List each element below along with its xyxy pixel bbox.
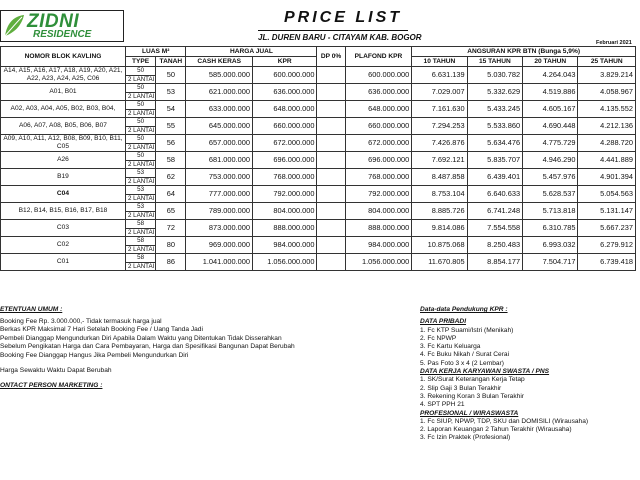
cell-15-tahun: 5.030.782 — [467, 67, 522, 84]
cell-kpr: 636.000.000 — [252, 84, 317, 101]
logo-brand: ZIDNI — [27, 11, 80, 32]
header-15-tahun: 15 TAHUN — [467, 57, 522, 67]
cell-lantai: 2 LANTAI — [125, 177, 155, 186]
ketentuan-item: Sebelum Pengikatan Harga dan Cara Pembayaran, Harga dan Spesifikasi Bangunan Dapat Berubah — [0, 343, 295, 350]
cell-dp — [317, 203, 345, 220]
cell-cash: 633.000.000 — [186, 101, 253, 118]
page-subtitle: JL. DUREN BARU - CITAYAM KAB. BOGOR — [258, 33, 422, 42]
pribadi-item: 5. Pas Foto 3 x 4 (2 Lembar) — [420, 359, 504, 367]
header-25-tahun: 25 TAHUN — [578, 57, 636, 67]
cell-dp — [317, 135, 345, 152]
cell-dp — [317, 84, 345, 101]
cell-type: 53 — [125, 186, 155, 195]
logo — [0, 10, 124, 42]
cell-type: 58 — [125, 237, 155, 246]
cell-kpr: 792.000.000 — [252, 186, 317, 203]
header-tanah: TANAH — [156, 57, 186, 67]
karyawan-heading: DATA KERJA KARYAWAN SWASTA / PNS — [420, 368, 550, 376]
cell-tanah: 53 — [156, 84, 186, 101]
karyawan-item: 3. Rekening Koran 3 Bulan Terakhir — [420, 392, 524, 400]
cell-plafond: 804.000.000 — [345, 203, 412, 220]
cell-20-tahun: 4.264.043 — [523, 67, 578, 84]
cell-tanah: 72 — [156, 220, 186, 237]
cell-kpr: 600.000.000 — [252, 67, 317, 84]
cell-tanah: 50 — [156, 67, 186, 84]
wiraswasta-item: 3. Fc Izin Praktek (Profesional) — [420, 434, 511, 442]
table-row — [1, 101, 636, 110]
cell-kpr: 888.000.000 — [252, 220, 317, 237]
table-row — [1, 118, 636, 127]
cell-cash: 873.000.000 — [186, 220, 253, 237]
cell-type: 58 — [125, 254, 155, 263]
header-angsuran: ANGSURAN KPR BTN (Bunga 5,9%) — [412, 47, 636, 57]
cell-dp — [317, 237, 345, 254]
karyawan-item: 2. Slip Gaji 3 Bulan Terakhir — [420, 384, 502, 392]
pribadi-item: 3. Fc Kartu Keluarga — [420, 343, 481, 351]
table-row — [1, 169, 636, 178]
cell-25-tahun: 4.058.967 — [578, 84, 636, 101]
karyawan-item: 4. SPT PPH 21 — [420, 401, 465, 409]
cell-15-tahun: 5.634.476 — [467, 135, 522, 152]
cell-blok: A01, B01 — [1, 84, 126, 101]
cell-type: 53 — [125, 203, 155, 212]
cell-15-tahun: 7.554.558 — [467, 220, 522, 237]
ketentuan-umum — [0, 306, 330, 390]
cell-lantai: 2 LANTAI — [125, 228, 155, 237]
table-row — [1, 203, 636, 212]
cell-10-tahun: 7.426.876 — [412, 135, 467, 152]
cell-plafond: 600.000.000 — [345, 67, 412, 84]
cell-20-tahun: 7.504.717 — [523, 254, 578, 271]
cell-25-tahun: 6.279.912 — [578, 237, 636, 254]
cell-10-tahun: 9.814.086 — [412, 220, 467, 237]
cell-type: 50 — [125, 84, 155, 93]
wiraswasta-item: 2. Laporan Keuangan 2 Tahun Terakhir (Wirausaha) — [420, 426, 572, 434]
cell-15-tahun: 5.533.860 — [467, 118, 522, 135]
cell-10-tahun: 7.029.007 — [412, 84, 467, 101]
cell-20-tahun: 5.628.537 — [523, 186, 578, 203]
cell-cash: 777.000.000 — [186, 186, 253, 203]
cell-tanah: 64 — [156, 186, 186, 203]
cell-plafond: 1.056.000.000 — [345, 254, 412, 271]
cell-type: 58 — [125, 220, 155, 229]
wiraswasta-item: 1. Fc SIUP, NPWP, TDP, SKU dan DOMISILI (Wirausaha) — [420, 417, 589, 425]
cell-kpr: 672.000.000 — [252, 135, 317, 152]
cell-cash: 621.000.000 — [186, 84, 253, 101]
cell-dp — [317, 186, 345, 203]
header-luas: LUAS M² — [125, 47, 185, 57]
logo-subtitle: RESIDENCE — [33, 29, 92, 40]
header-10-tahun: 10 TAHUN — [412, 57, 467, 67]
ketentuan-item: Booking Fee Rp. 3.000.000,- Tidak termasuk harga jual — [0, 317, 162, 325]
cell-tanah: 55 — [156, 118, 186, 135]
cell-20-tahun: 5.457.976 — [523, 169, 578, 186]
cell-blok: C02 — [1, 237, 126, 254]
cell-dp — [317, 169, 345, 186]
cell-blok: C03 — [1, 220, 126, 237]
header-kpr: KPR — [252, 57, 317, 67]
cell-20-tahun: 5.713.818 — [523, 203, 578, 220]
header-plafond: PLAFOND KPR — [345, 47, 412, 67]
header-blok: NOMOR BLOK KAVLING — [1, 47, 126, 67]
table-row — [1, 237, 636, 246]
cell-25-tahun: 5.054.563 — [578, 186, 636, 203]
cell-lantai: 2 LANTAI — [125, 75, 155, 84]
cell-20-tahun: 4.690.448 — [523, 118, 578, 135]
cell-cash: 753.000.000 — [186, 169, 253, 186]
cell-lantai: 2 LANTAI — [125, 245, 155, 254]
pribadi-item: 4. Fc Buku Nikah / Surat Cerai — [420, 351, 510, 359]
cell-20-tahun: 4.775.729 — [523, 135, 578, 152]
header-dp: DP 0% — [317, 47, 345, 67]
title-underline — [258, 30, 408, 31]
cell-20-tahun: 4.946.290 — [523, 152, 578, 169]
cell-20-tahun: 4.605.167 — [523, 101, 578, 118]
cell-kpr: 768.000.000 — [252, 169, 317, 186]
cell-type: 50 — [125, 152, 155, 161]
cell-plafond: 636.000.000 — [345, 84, 412, 101]
cell-10-tahun: 8.487.858 — [412, 169, 467, 186]
contact-heading: ONTACT PERSON MARKETING : — [0, 381, 103, 389]
cell-tanah: 65 — [156, 203, 186, 220]
cell-25-tahun: 5.667.237 — [578, 220, 636, 237]
page-title: PRICE LIST — [284, 9, 403, 26]
ketentuan-item: Pembeli Dianggap Mengundurkan Diri Apabila Dalam Waktu yang Ditentukan Tidak Disserahkan — [0, 334, 282, 342]
cell-10-tahun: 11.670.805 — [412, 254, 467, 271]
cell-25-tahun: 6.739.418 — [578, 254, 636, 271]
cell-15-tahun: 5.433.245 — [467, 101, 522, 118]
cell-cash: 1.041.000.000 — [186, 254, 253, 271]
cell-blok: A06, A07, A08, B05, B06, B07 — [1, 118, 126, 135]
cell-10-tahun: 10.875.068 — [412, 237, 467, 254]
cell-10-tahun: 7.692.121 — [412, 152, 467, 169]
ketentuan-item: Booking Fee Dianggap Hangus Jika Pembeli Mengundurkan Diri — [0, 351, 189, 359]
cell-lantai: 2 LANTAI — [125, 126, 155, 135]
price-table-body — [1, 67, 636, 271]
cell-plafond: 792.000.000 — [345, 186, 412, 203]
wiraswasta-heading: PROFESIONAL / WIRASWASTA — [420, 409, 519, 417]
cell-10-tahun: 8.885.726 — [412, 203, 467, 220]
cell-lantai: 2 LANTAI — [125, 160, 155, 169]
cell-type: 53 — [125, 169, 155, 178]
cell-blok: C01 — [1, 254, 126, 271]
data-pendukung-kpr — [420, 306, 638, 443]
cell-lantai: 2 LANTAI — [125, 262, 155, 271]
cell-plafond: 648.000.000 — [345, 101, 412, 118]
cell-kpr: 696.000.000 — [252, 152, 317, 169]
header-cash: CASH KERAS — [186, 57, 253, 67]
cell-20-tahun: 6.310.785 — [523, 220, 578, 237]
cell-25-tahun: 5.131.147 — [578, 203, 636, 220]
cell-type: 50 — [125, 101, 155, 110]
cell-tanah: 80 — [156, 237, 186, 254]
cell-tanah: 58 — [156, 152, 186, 169]
cell-cash: 657.000.000 — [186, 135, 253, 152]
cell-kpr: 984.000.000 — [252, 237, 317, 254]
data-kpr-heading: Data-data Pendukung KPR : — [420, 306, 508, 313]
cell-plafond: 888.000.000 — [345, 220, 412, 237]
data-pribadi-heading: DATA PRIBADI — [420, 318, 467, 326]
cell-dp — [317, 254, 345, 271]
cell-25-tahun: 4.135.552 — [578, 101, 636, 118]
cell-10-tahun: 7.294.253 — [412, 118, 467, 135]
cell-15-tahun: 8.250.483 — [467, 237, 522, 254]
table-row — [1, 152, 636, 161]
cell-25-tahun: 4.288.720 — [578, 135, 636, 152]
period-label: Februari 2021 — [596, 40, 632, 46]
cell-tanah: 86 — [156, 254, 186, 271]
cell-10-tahun: 8.753.104 — [412, 186, 467, 203]
cell-15-tahun: 6.640.633 — [467, 186, 522, 203]
cell-cash: 645.000.000 — [186, 118, 253, 135]
pribadi-item: 1. Fc KTP Suami/Istri (Menikah) — [420, 326, 514, 334]
cell-kpr: 648.000.000 — [252, 101, 317, 118]
ketentuan-list — [0, 318, 330, 361]
cell-type: 50 — [125, 135, 155, 144]
cell-25-tahun: 3.829.214 — [578, 67, 636, 84]
cell-kpr: 804.000.000 — [252, 203, 317, 220]
cell-kpr: 1.056.000.000 — [252, 254, 317, 271]
cell-kpr: 660.000.000 — [252, 118, 317, 135]
cell-25-tahun: 4.901.394 — [578, 169, 636, 186]
table-row — [1, 84, 636, 93]
cell-blok: A26 — [1, 152, 126, 169]
cell-dp — [317, 220, 345, 237]
cell-10-tahun: 7.161.630 — [412, 101, 467, 118]
cell-blok: B12, B14, B15, B16, B17, B18 — [1, 203, 126, 220]
table-row — [1, 135, 636, 144]
cell-plafond: 984.000.000 — [345, 237, 412, 254]
cell-plafond: 768.000.000 — [345, 169, 412, 186]
cell-dp — [317, 118, 345, 135]
cell-blok: B19 — [1, 169, 126, 186]
header-20-tahun: 20 TAHUN — [523, 57, 578, 67]
cell-cash: 969.000.000 — [186, 237, 253, 254]
ketentuan-extra: Harga Sewaktu Waktu Dapat Berubah — [0, 367, 112, 374]
cell-plafond: 672.000.000 — [345, 135, 412, 152]
cell-15-tahun: 5.332.629 — [467, 84, 522, 101]
cell-tanah: 54 — [156, 101, 186, 118]
table-row — [1, 67, 636, 76]
cell-lantai: 2 LANTAI — [125, 211, 155, 220]
table-row — [1, 254, 636, 263]
cell-20-tahun: 6.993.032 — [523, 237, 578, 254]
cell-cash: 585.000.000 — [186, 67, 253, 84]
cell-dp — [317, 101, 345, 118]
cell-15-tahun: 8.854.177 — [467, 254, 522, 271]
cell-tanah: 62 — [156, 169, 186, 186]
table-row — [1, 186, 636, 195]
cell-15-tahun: 6.439.401 — [467, 169, 522, 186]
leaf-icon — [3, 14, 25, 38]
cell-25-tahun: 4.212.136 — [578, 118, 636, 135]
ketentuan-item: Berkas KPR Maksimal 7 Hari Setelah Booking Fee / Uang Tanda Jadi — [0, 326, 203, 333]
cell-lantai: 2 LANTAI — [125, 143, 155, 152]
cell-blok: A09, A10, A11, A12, B08, B09, B10, B11, C05 — [1, 135, 126, 152]
karyawan-item: 1. SK/Surat Keterangan Kerja Tetap — [420, 376, 525, 384]
cell-blok: C04 — [1, 186, 126, 203]
price-table — [0, 46, 636, 271]
cell-tanah: 56 — [156, 135, 186, 152]
cell-blok: A02, A03, A04, A05, B02, B03, B04, — [1, 101, 126, 118]
cell-blok: A14, A15, A16, A17, A18, A19, A20, A21, A22, A23, A24, A25, C06 — [1, 67, 126, 84]
header-type: TYPE — [125, 57, 155, 67]
cell-15-tahun: 6.741.248 — [467, 203, 522, 220]
cell-plafond: 660.000.000 — [345, 118, 412, 135]
cell-type: 50 — [125, 67, 155, 76]
cell-dp — [317, 152, 345, 169]
cell-25-tahun: 4.441.889 — [578, 152, 636, 169]
cell-lantai: 2 LANTAI — [125, 194, 155, 203]
cell-plafond: 696.000.000 — [345, 152, 412, 169]
cell-dp — [317, 67, 345, 84]
header-harga: HARGA JUAL — [186, 47, 317, 57]
cell-10-tahun: 6.631.139 — [412, 67, 467, 84]
pribadi-item: 2. Fc NPWP — [420, 334, 457, 342]
cell-15-tahun: 5.835.707 — [467, 152, 522, 169]
table-row — [1, 220, 636, 229]
cell-cash: 681.000.000 — [186, 152, 253, 169]
cell-type: 50 — [125, 118, 155, 127]
cell-cash: 789.000.000 — [186, 203, 253, 220]
cell-lantai: 2 LANTAI — [125, 109, 155, 118]
cell-20-tahun: 4.519.886 — [523, 84, 578, 101]
ketentuan-heading: ETENTUAN UMUM : — [0, 306, 63, 313]
cell-lantai: 2 LANTAI — [125, 92, 155, 101]
